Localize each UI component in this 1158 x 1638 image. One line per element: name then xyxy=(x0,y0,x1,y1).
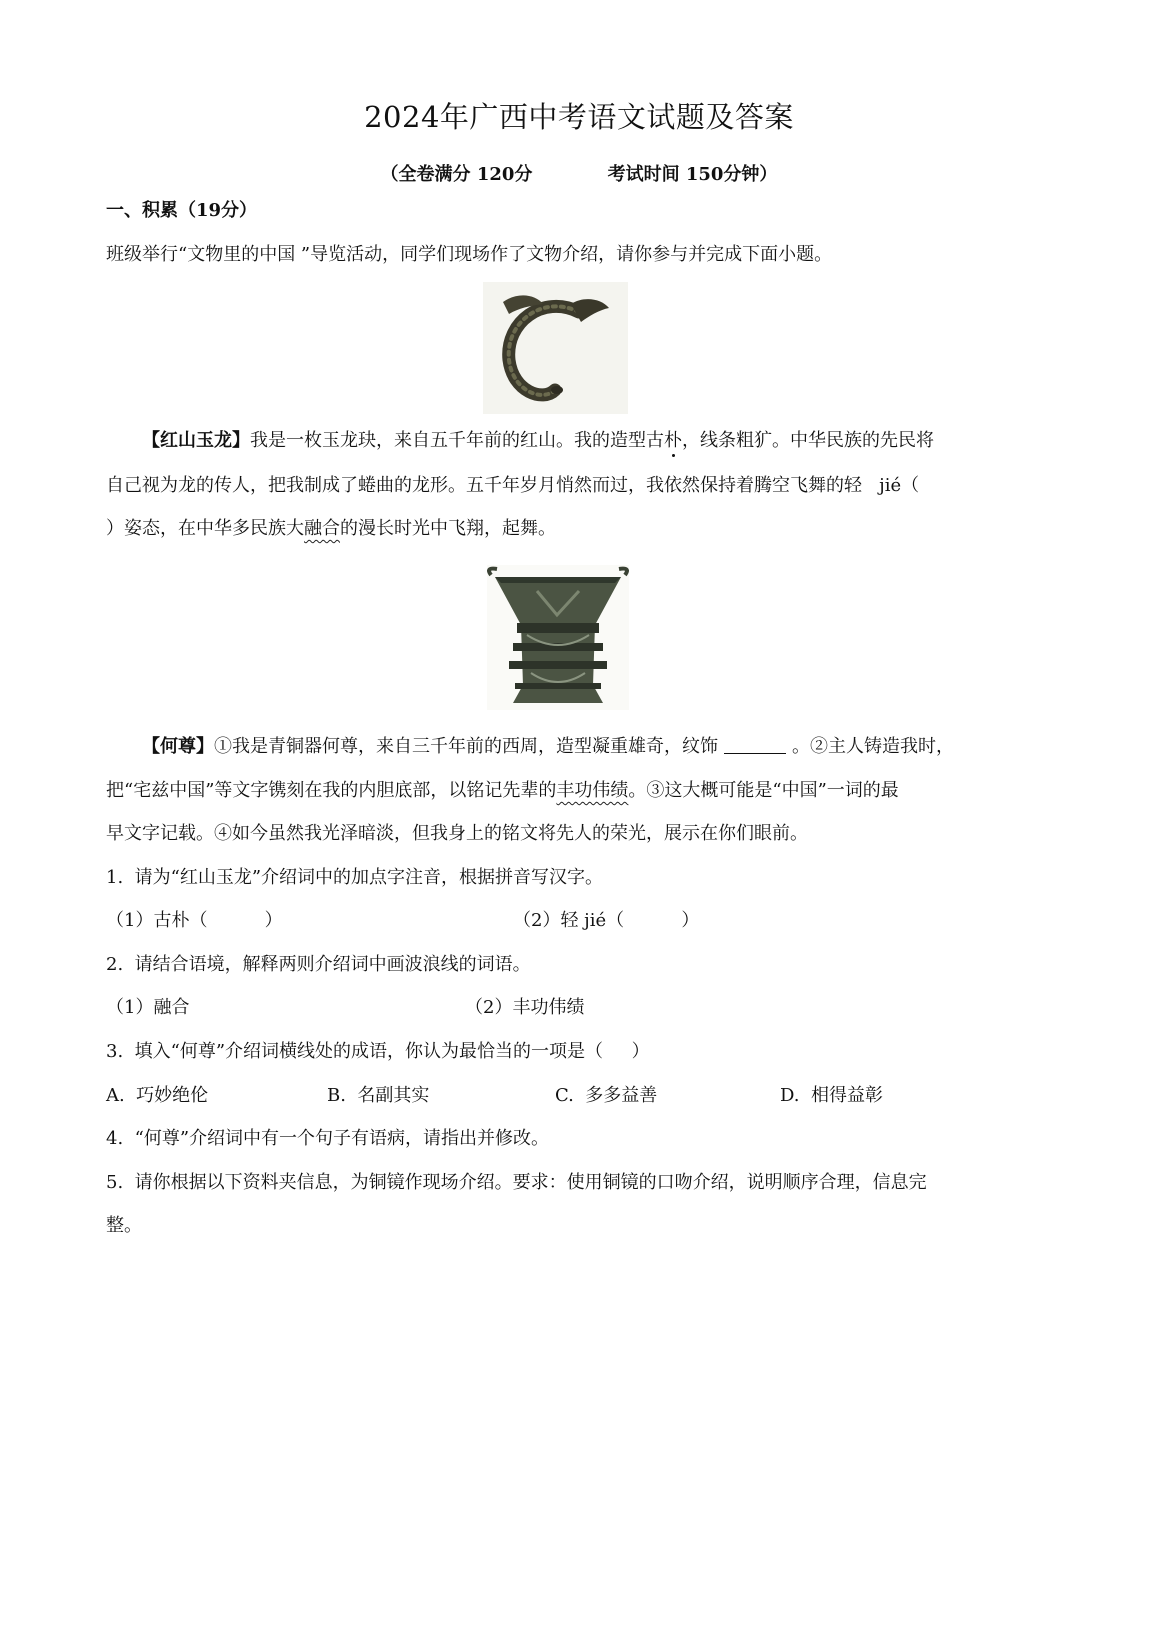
passage-label: 【何尊】 xyxy=(142,736,214,757)
question-1-part-b: （2）轻 jié（ ） xyxy=(513,910,700,931)
section-heading: 一、积累（19分） xyxy=(106,200,258,221)
wavy-underlined-word: 融合 xyxy=(304,518,340,539)
question-3-option-a: A. 巧妙绝伦 xyxy=(106,1085,209,1106)
page-title: 2024年广西中考语文试题及答案 xyxy=(364,100,794,134)
question-3-option-d: D. 相得益彰 xyxy=(780,1085,883,1106)
question-3-option-c: C. 多多益善 xyxy=(555,1085,658,1106)
question-2: 2. 请结合语境，解释两则介绍词中画波浪线的词语。 xyxy=(106,954,531,975)
question-5-line1: 5. 请你根据以下资料夹信息，为铜镜作现场介绍。要求：使用铜镜的口吻介绍，说明顺序合理，信息完 xyxy=(106,1172,927,1193)
passage-label: 【红山玉龙】 xyxy=(142,430,250,451)
passage-hongshan-line2: 自己视为龙的传人，把我制成了蜷曲的龙形。五千年岁月悄然而过，我依然保持着腾空飞舞的轻 jié（ xyxy=(106,475,920,496)
question-4: 4. “何尊”介绍词中有一个句子有语病，请指出并修改。 xyxy=(106,1128,550,1149)
question-3: 3. 填入“何尊”介绍词横线处的成语，你认为最恰当的一项是（ ） xyxy=(106,1041,650,1062)
passage-hongshan-line1: 【红山玉龙】我是一枚玉龙玦，来自五千年前的红山。我的造型古朴，线条粗犷。中华民族的先民将 xyxy=(142,430,934,451)
wavy-underlined-word: 丰功伟绩 xyxy=(556,780,629,801)
exam-info: （全卷满分 120分 考试时间 150分钟） xyxy=(380,164,778,185)
section-intro: 班级举行“文物里的中国 ”导览活动，同学们现场作了文物介绍，请你参与并完成下面小题。 xyxy=(106,244,833,265)
he-zun-bronze-image xyxy=(487,565,629,710)
dotted-char: 朴 xyxy=(664,430,682,451)
passage-hongshan-line3: ）姿态，在中华多民族大融合的漫长时光中飞翔，起舞。 xyxy=(106,518,556,539)
fill-in-blank xyxy=(724,739,786,754)
passage-hezun-line3: 早文字记载。④如今虽然我光泽暗淡，但我身上的铭文将先人的荣光，展示在你们眼前。 xyxy=(106,823,808,844)
question-2-part-a: （1）融合 xyxy=(106,997,190,1018)
question-2-part-b: （2）丰功伟绩 xyxy=(465,997,585,1018)
question-5-line2: 整。 xyxy=(106,1215,142,1236)
question-1: 1. 请为“红山玉龙”介绍词中的加点字注音，根据拼音写汉字。 xyxy=(106,867,604,888)
jade-dragon-image xyxy=(483,282,628,414)
passage-hezun-line2: 把“宅兹中国”等文字镌刻在我的内胆底部，以铭记先辈的丰功伟绩。③这大概可能是“中国”一词的最 xyxy=(106,780,899,801)
passage-hezun-line1: 【何尊】①我是青铜器何尊，来自三千年前的西周，造型凝重雄奇，纹饰 。②主人铸造我时， xyxy=(142,736,954,757)
question-1-part-a: （1）古朴（ ） xyxy=(106,910,283,931)
question-3-option-b: B. 名副其实 xyxy=(327,1085,430,1106)
